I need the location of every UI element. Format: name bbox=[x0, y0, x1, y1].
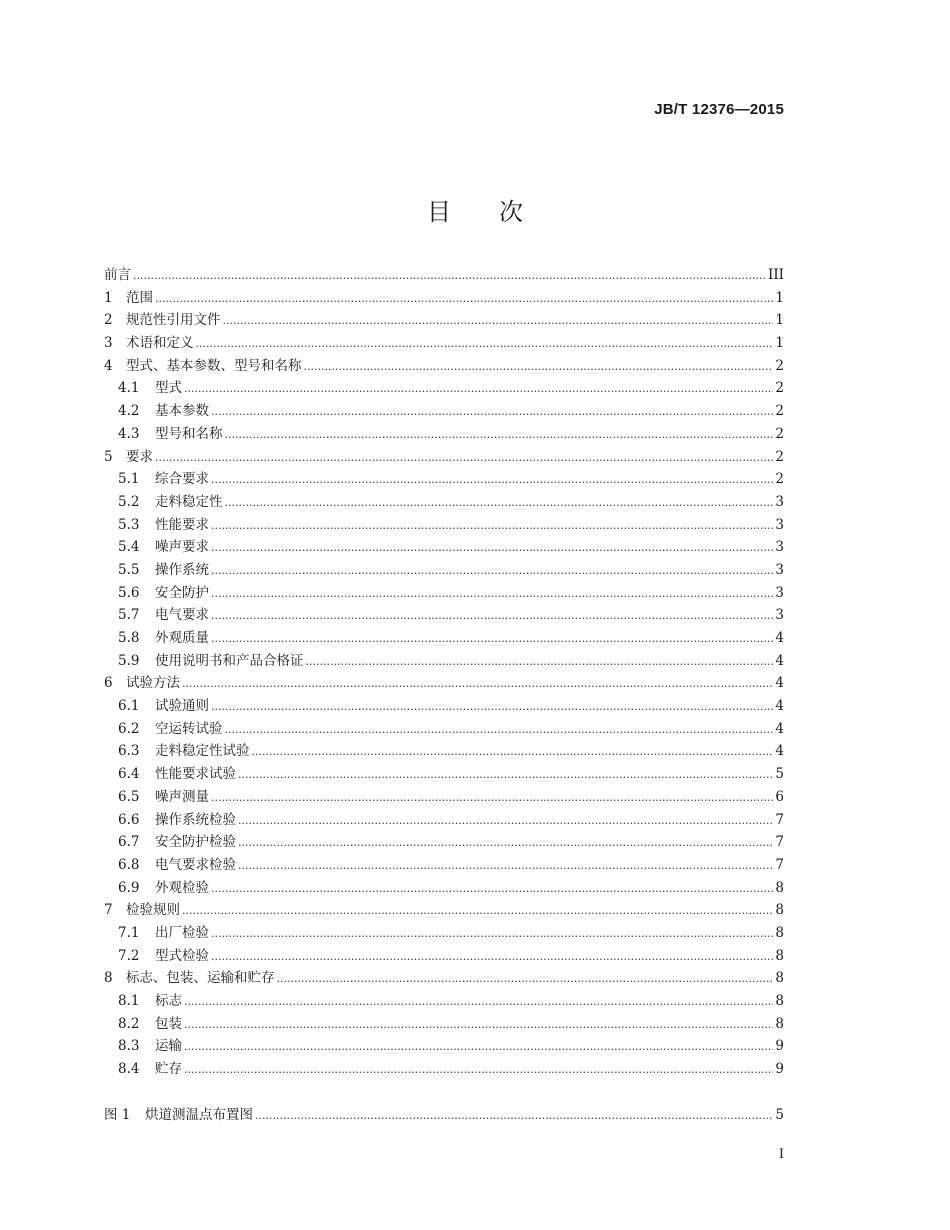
entry-page-number: 1 bbox=[775, 335, 784, 352]
entry-number: 5.5 bbox=[118, 561, 140, 578]
entry-page-number: 6 bbox=[775, 788, 784, 805]
entry-title: 型式、基本参数、型号和名称 bbox=[126, 357, 302, 374]
entry-title: 出厂检验 bbox=[155, 924, 209, 941]
entry-page-number: 7 bbox=[775, 834, 784, 851]
dot-leader bbox=[196, 332, 774, 356]
standard-code: JB/T 12376—2015 bbox=[654, 101, 784, 118]
figure-entry[interactable] bbox=[104, 1104, 784, 1127]
entry-number: 5.8 bbox=[118, 630, 140, 646]
entry-page-number: 4 bbox=[775, 720, 784, 737]
toc-entry[interactable] bbox=[104, 809, 784, 832]
toc-entry[interactable] bbox=[104, 446, 784, 469]
entry-title: 安全防护检验 bbox=[155, 834, 236, 851]
dot-leader bbox=[155, 446, 773, 470]
toc-entry[interactable] bbox=[104, 264, 784, 287]
toc-entry[interactable] bbox=[104, 377, 784, 400]
entry-number: 6.9 bbox=[118, 879, 140, 896]
entry-title: 走料稳定性 bbox=[155, 493, 223, 510]
entry-title: 试验方法 bbox=[126, 675, 180, 692]
toc-entry[interactable] bbox=[104, 763, 784, 786]
entry-page-number: 4 bbox=[775, 743, 784, 760]
dot-leader bbox=[182, 899, 773, 923]
entry-page-number: 2 bbox=[775, 380, 784, 397]
dot-leader bbox=[155, 287, 773, 311]
dot-leader bbox=[252, 740, 774, 764]
toc-entry[interactable] bbox=[104, 1013, 784, 1036]
page-title: 目 次 bbox=[427, 198, 523, 226]
entry-number: 5.3 bbox=[118, 516, 140, 533]
toc-entry[interactable] bbox=[104, 740, 784, 763]
toc-entry[interactable] bbox=[104, 922, 784, 945]
dot-leader bbox=[211, 922, 773, 946]
dot-leader bbox=[223, 309, 774, 333]
dot-leader bbox=[225, 718, 774, 742]
entry-title: 试验通则 bbox=[155, 698, 209, 715]
entry-number: 6.2 bbox=[118, 720, 140, 737]
entry-number: 8.1 bbox=[118, 993, 140, 1009]
entry-page-number: 8 bbox=[775, 879, 784, 896]
entry-page-number: 2 bbox=[775, 471, 784, 488]
entry-page-number: 3 bbox=[775, 539, 784, 556]
dot-leader bbox=[182, 672, 773, 696]
entry-title: 综合要求 bbox=[155, 471, 209, 488]
toc-entry[interactable] bbox=[104, 332, 784, 355]
table-of-contents bbox=[104, 264, 784, 1081]
entry-page-number: 9 bbox=[775, 1061, 784, 1078]
entry-page-number: 4 bbox=[775, 652, 784, 669]
entry-number: 7.2 bbox=[118, 947, 140, 964]
toc-entry[interactable] bbox=[104, 582, 784, 605]
toc-entry[interactable] bbox=[104, 1035, 784, 1058]
dot-leader bbox=[211, 468, 773, 492]
entry-title: 烘道测温点布置图 bbox=[145, 1107, 253, 1123]
dot-leader bbox=[238, 763, 773, 787]
entry-number: 5.7 bbox=[118, 607, 140, 624]
entry-number: 6.5 bbox=[118, 788, 140, 805]
toc-entry[interactable] bbox=[104, 831, 784, 854]
entry-number: 6 bbox=[104, 675, 113, 692]
entry-page-number: 7 bbox=[775, 856, 784, 873]
entry-number: 6.1 bbox=[118, 698, 140, 715]
entry-title: 范围 bbox=[126, 289, 153, 306]
toc-entry[interactable] bbox=[104, 559, 784, 582]
entry-page-number: 2 bbox=[775, 357, 784, 374]
dot-leader bbox=[238, 854, 773, 878]
dot-leader bbox=[211, 536, 773, 560]
toc-entry[interactable] bbox=[104, 967, 784, 990]
entry-title: 贮存 bbox=[155, 1061, 182, 1078]
toc-entry[interactable] bbox=[104, 400, 784, 423]
entry-title: 性能要求 bbox=[155, 516, 209, 533]
dot-leader bbox=[211, 877, 773, 901]
entry-number: 6.3 bbox=[118, 743, 140, 760]
entry-number: 4.1 bbox=[118, 380, 140, 397]
dot-leader bbox=[225, 491, 774, 515]
entry-title: 要求 bbox=[126, 448, 153, 465]
dot-leader bbox=[304, 355, 774, 379]
entry-page-number: 8 bbox=[775, 1015, 784, 1032]
toc-entry[interactable] bbox=[104, 718, 784, 741]
entry-number: 8.4 bbox=[118, 1061, 140, 1078]
entry-number: 7.1 bbox=[118, 924, 140, 941]
dot-leader bbox=[211, 695, 773, 719]
entry-number: 4.2 bbox=[118, 403, 140, 420]
dot-leader bbox=[211, 604, 773, 628]
entry-page-number: 8 bbox=[775, 924, 784, 941]
entry-title: 电气要求 bbox=[155, 607, 209, 624]
entry-page-number: 8 bbox=[775, 947, 784, 964]
dot-leader bbox=[184, 1013, 773, 1037]
dot-leader bbox=[277, 967, 774, 991]
dot-leader bbox=[238, 809, 773, 833]
entry-page-number: 8 bbox=[775, 970, 784, 987]
toc-entry[interactable] bbox=[104, 854, 784, 877]
toc-entry[interactable] bbox=[104, 990, 784, 1013]
entry-title: 外观质量 bbox=[155, 630, 209, 646]
toc-entry[interactable] bbox=[104, 650, 784, 673]
entry-page-number: 8 bbox=[775, 993, 784, 1009]
entry-title: 操作系统检验 bbox=[155, 811, 236, 828]
entry-title: 型式检验 bbox=[155, 947, 209, 964]
entry-title: 基本参数 bbox=[155, 403, 209, 420]
entry-number: 4.3 bbox=[118, 425, 140, 442]
entry-title: 标志 bbox=[155, 993, 182, 1009]
toc-entry[interactable] bbox=[104, 672, 784, 695]
dot-leader bbox=[225, 423, 774, 447]
entry-number: 6.7 bbox=[118, 834, 140, 851]
toc-entry[interactable] bbox=[104, 899, 784, 922]
entry-page-number: 1 bbox=[775, 312, 784, 329]
entry-number: 5.6 bbox=[118, 584, 140, 601]
dot-leader bbox=[211, 786, 773, 810]
page-number: I bbox=[778, 1147, 784, 1162]
entry-page-number: 3 bbox=[775, 561, 784, 578]
entry-number: 6.6 bbox=[118, 811, 140, 828]
entry-page-number: 4 bbox=[775, 630, 784, 646]
entry-page-number: 7 bbox=[775, 811, 784, 828]
toc-entry[interactable] bbox=[104, 514, 784, 537]
entry-number: 5 bbox=[104, 448, 113, 465]
entry-page-number: 4 bbox=[775, 698, 784, 715]
entry-number: 6.4 bbox=[118, 766, 140, 783]
dot-leader bbox=[133, 264, 766, 288]
entry-number: 5.1 bbox=[118, 471, 140, 488]
entry-page-number: III bbox=[768, 267, 784, 283]
entry-page-number: 3 bbox=[775, 607, 784, 624]
toc-entry[interactable] bbox=[104, 945, 784, 968]
entry-number: 4 bbox=[104, 357, 113, 374]
toc-entry[interactable] bbox=[104, 468, 784, 491]
entry-number: 8.3 bbox=[118, 1038, 140, 1055]
entry-title: 型式 bbox=[155, 380, 182, 397]
entry-page-number: 2 bbox=[775, 448, 784, 465]
entry-title: 安全防护 bbox=[155, 584, 209, 601]
toc-entry[interactable] bbox=[104, 627, 784, 650]
entry-title: 空运转试验 bbox=[155, 720, 223, 737]
toc-entry[interactable] bbox=[104, 287, 784, 310]
toc-entry[interactable] bbox=[104, 604, 784, 627]
entry-title: 走料稳定性试验 bbox=[155, 743, 250, 760]
entry-title: 噪声测量 bbox=[155, 788, 209, 805]
toc-entry[interactable] bbox=[104, 536, 784, 559]
dot-leader bbox=[211, 400, 773, 424]
entry-number: 2 bbox=[104, 312, 113, 329]
toc-entry[interactable] bbox=[104, 695, 784, 718]
entry-page-number: 8 bbox=[775, 902, 784, 919]
entry-title: 检验规则 bbox=[126, 902, 180, 919]
dot-leader bbox=[184, 1035, 773, 1059]
entry-page-number: 3 bbox=[775, 516, 784, 533]
entry-number: 8.2 bbox=[118, 1015, 140, 1032]
dot-leader bbox=[211, 514, 773, 538]
entry-number: 7 bbox=[104, 902, 113, 919]
entry-page-number: 5 bbox=[775, 766, 784, 783]
entry-page-number: 2 bbox=[775, 403, 784, 420]
dot-leader bbox=[255, 1104, 773, 1128]
figure-list bbox=[104, 1104, 784, 1127]
entry-title: 型号和名称 bbox=[155, 425, 223, 442]
entry-title: 外观检验 bbox=[155, 879, 209, 896]
entry-page-number: 1 bbox=[775, 289, 784, 306]
entry-title: 操作系统 bbox=[155, 561, 209, 578]
entry-number: 图 1 bbox=[104, 1107, 131, 1123]
entry-title: 标志、包装、运输和贮存 bbox=[126, 970, 275, 987]
entry-number: 6.8 bbox=[118, 856, 140, 873]
toc-entry[interactable] bbox=[104, 786, 784, 809]
entry-title: 术语和定义 bbox=[126, 335, 194, 352]
entry-title: 性能要求试验 bbox=[155, 766, 236, 783]
dot-leader bbox=[211, 559, 773, 583]
entry-title: 规范性引用文件 bbox=[126, 312, 221, 329]
toc-entry[interactable] bbox=[104, 423, 784, 446]
toc-entry[interactable] bbox=[104, 877, 784, 900]
entry-page-number: 3 bbox=[775, 493, 784, 510]
dot-leader bbox=[211, 945, 773, 969]
dot-leader bbox=[211, 627, 773, 651]
entry-number: 3 bbox=[104, 335, 113, 352]
dot-leader bbox=[184, 990, 773, 1014]
entry-title: 电气要求检验 bbox=[155, 856, 236, 873]
toc-entry[interactable] bbox=[104, 309, 784, 332]
entry-number: 5.2 bbox=[118, 493, 140, 510]
dot-leader bbox=[238, 831, 773, 855]
entry-page-number: 3 bbox=[775, 584, 784, 601]
entry-number: 5.4 bbox=[118, 539, 140, 556]
entry-number: 8 bbox=[104, 970, 113, 987]
entry-title: 使用说明书和产品合格证 bbox=[155, 652, 304, 669]
entry-title: 运输 bbox=[155, 1038, 182, 1055]
entry-number: 5.9 bbox=[118, 652, 140, 669]
entry-title: 包装 bbox=[155, 1015, 182, 1032]
entry-page-number: 9 bbox=[775, 1038, 784, 1055]
entry-page-number: 4 bbox=[775, 675, 784, 692]
toc-entry[interactable] bbox=[104, 491, 784, 514]
dot-leader bbox=[211, 582, 773, 606]
dot-leader bbox=[184, 377, 773, 401]
entry-title: 噪声要求 bbox=[155, 539, 209, 556]
entry-title: 前言 bbox=[104, 267, 131, 283]
entry-number: 1 bbox=[104, 289, 113, 306]
toc-entry[interactable] bbox=[104, 355, 784, 378]
dot-leader bbox=[306, 650, 774, 674]
entry-page-number: 2 bbox=[775, 425, 784, 442]
entry-page-number: 5 bbox=[775, 1107, 784, 1123]
toc-entry[interactable] bbox=[104, 1058, 784, 1081]
dot-leader bbox=[184, 1058, 773, 1082]
